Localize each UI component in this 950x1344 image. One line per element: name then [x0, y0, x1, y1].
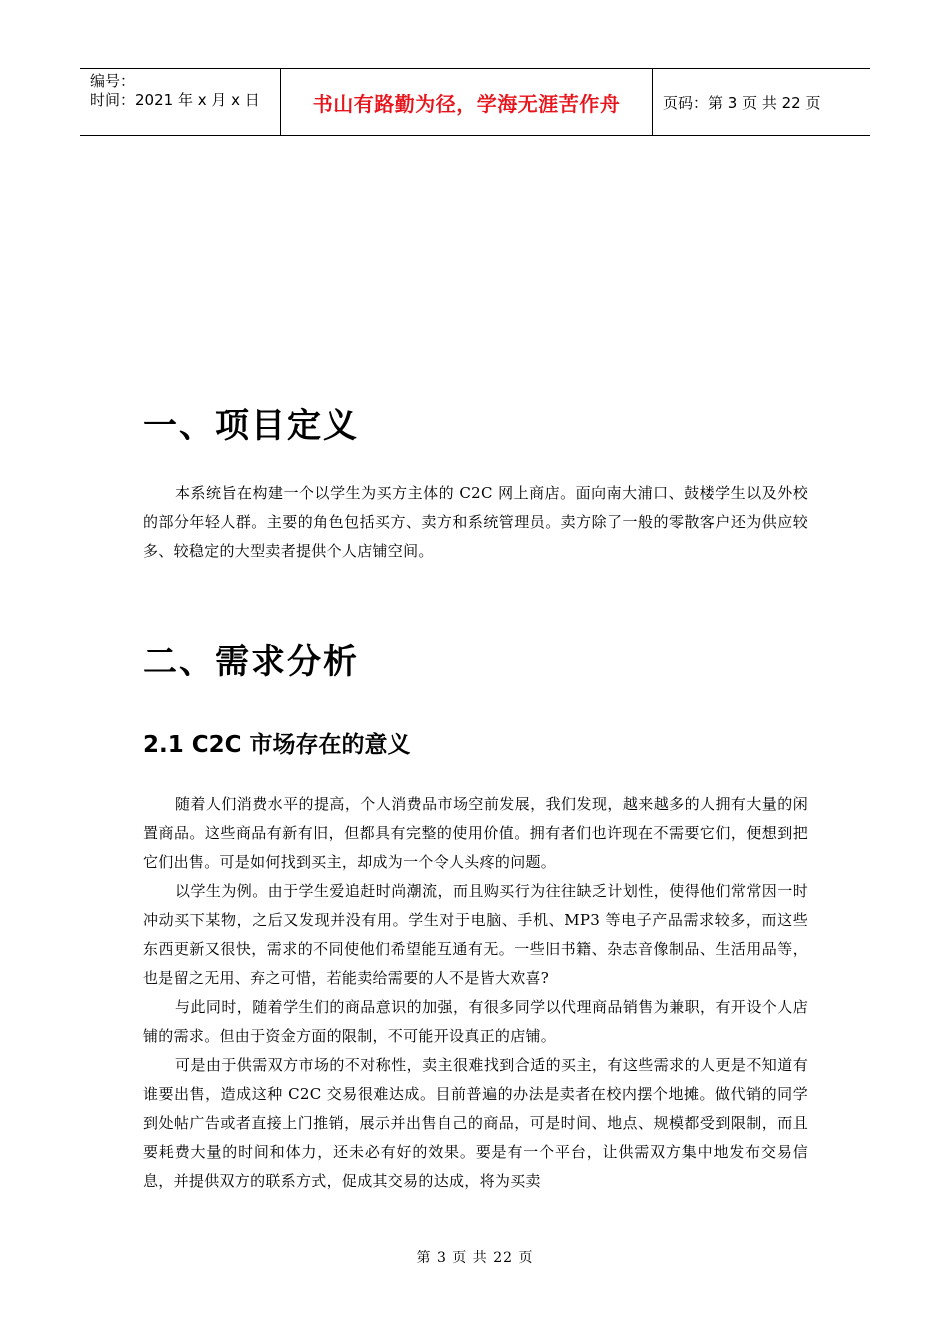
page-header	[80, 68, 870, 136]
paragraph: 可是由于供需双方市场的不对称性，卖主很难找到合适的买主，有这些需求的人更是不知道有谁要出售，造成这种 C2C 交易很难达成。目前普遍的办法是卖者在校内摆个地摊。做代销的同学到处帖广告或者直接上门推销，展示并出售自己的商品，可是时间、地点、规模都受到限制，而且要耗费大量的时间和体力，还未必有好的效果。要是有一个平台，让供需双方集中地发布交易信息，并提供双方的联系方式，促成其交易的达成，将为买卖	[143, 1056, 808, 1190]
subsection-c2c-significance	[143, 726, 808, 759]
header-motto-cell	[281, 69, 653, 135]
paragraph: 随着人们消费水平的提高，个人消费品市场空前发展，我们发现，越来越多的人拥有大量的闲置商品。这些商品有新有旧，但都具有完整的使用价值。拥有者们也许现在不需要它们，便想到把它们出售。可是如何找到买主，却成为一个令人头疼的问题。	[143, 795, 808, 871]
subsection-title: 2.1 C2C 市场存在的意义	[143, 732, 411, 758]
section-requirements-analysis	[143, 634, 808, 683]
header-page-cell	[653, 69, 870, 135]
paragraph: 以学生为例。由于学生爱追赶时尚潮流，而且购买行为往往缺乏计划性，使得他们常常因一时冲动买下某物，之后又发现并没有用。学生对于电脑、手机、MP3 等电子产品需求较多，而这些东西更新又很快，需求的不同使他们希望能互通有无。一些旧书籍、杂志音像制品、生活用品等，也是留之无用、弃之可惜，若能卖给需要的人不是皆大欢喜?	[143, 882, 808, 987]
section-requirements-body	[143, 790, 808, 1196]
document-time-label: 时间：2021 年 x 月 x 日	[90, 91, 260, 109]
section-title-project-definition: 一、项目定义	[143, 406, 359, 446]
header-page-info: 页码：第 3 页 共 22 页	[663, 93, 821, 112]
section-project-definition-body	[143, 479, 808, 566]
section-title-requirements-analysis: 二、需求分析	[143, 642, 359, 682]
paragraph: 与此同时，随着学生们的商品意识的加强，有很多同学以代理商品销售为兼职，有开设个人店铺的需求。但由于资金方面的限制，不可能开设真正的店铺。	[143, 998, 808, 1045]
document-number-label: 编号：	[90, 72, 136, 90]
section-project-definition	[143, 398, 808, 447]
page-footer: 第 3 页 共 22 页	[416, 1250, 534, 1266]
paragraph: 本系统旨在构建一个以学生为买方主体的 C2C 网上商店。面向南大浦口、鼓楼学生以及外校的部分年轻人群。主要的角色包括买方、卖方和系统管理员。卖方除了一般的零散客户还为供应较多、较稳定的大型卖者提供个人店铺空间。	[143, 484, 808, 560]
header-meta-cell	[80, 69, 281, 135]
header-motto: 书山有路勤为径，学海无涯苦作舟	[312, 91, 621, 116]
